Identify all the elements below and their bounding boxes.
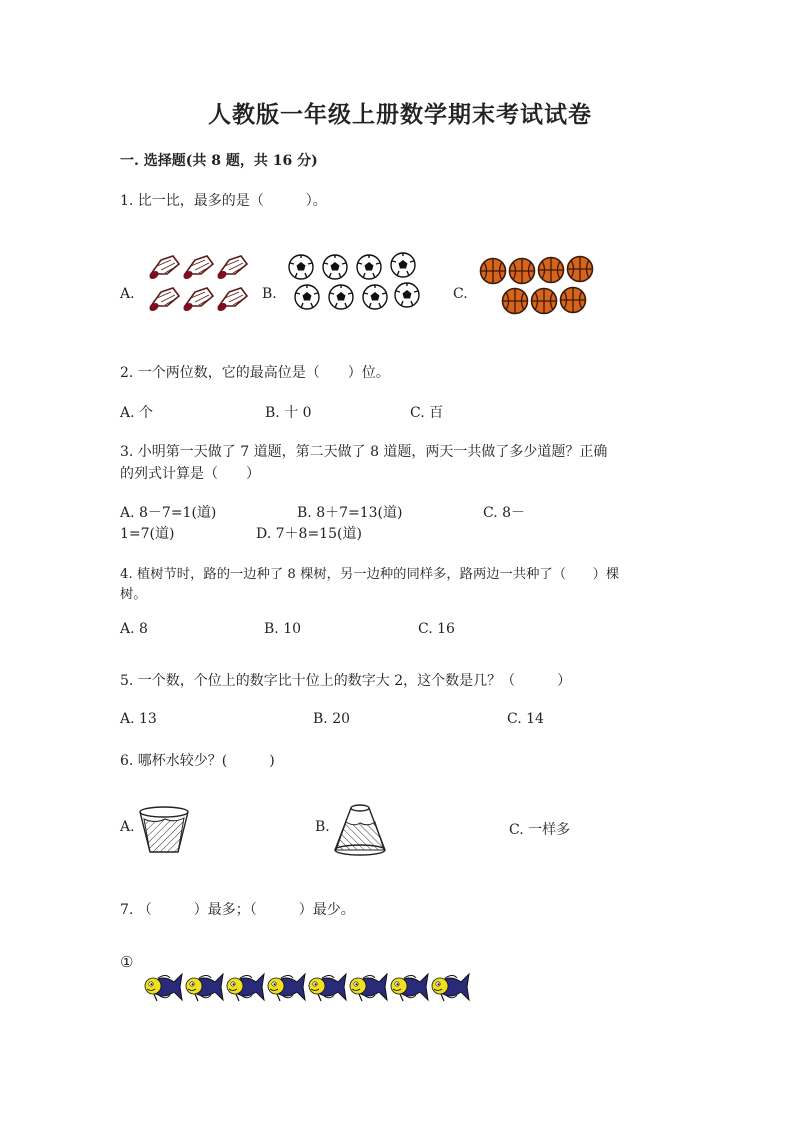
q3-option-b: B. 8＋7=13(道) [297, 505, 403, 521]
q1-option-b-label: B. [262, 286, 277, 302]
basketball-icon [478, 254, 598, 316]
question-7: 7. （ ）最多；（ ）最少。 [120, 902, 355, 918]
question-6: 6. 哪杯水较少？( ) [120, 753, 275, 769]
soccer-ball-icon [285, 252, 425, 312]
fish-icon [140, 970, 476, 1006]
question-1: 1. 比一比，最多的是（ ）。 [120, 193, 327, 209]
q6-option-b-label: B. [315, 819, 330, 835]
cup-icon [137, 804, 193, 856]
question-5: 5. 一个数，个位上的数字比十位上的数字大 2，这个数是几？（ ） [120, 673, 572, 689]
q2-option-a: A. 个 [120, 405, 154, 421]
q4-option-b: B. 10 [264, 621, 302, 637]
question-3-line-2: 的列式计算是（ ） [120, 466, 260, 482]
q4-option-a: A. 8 [120, 621, 148, 637]
q3-option-c-part-1: C. 8－ [483, 505, 526, 521]
q5-option-a: A. 13 [120, 711, 157, 727]
q5-option-b: B. 20 [313, 711, 351, 727]
q1-option-c-label: C. [453, 286, 468, 302]
q7-sub-label: ① [120, 953, 134, 971]
q3-option-d: D. 7＋8=15(道) [256, 526, 362, 542]
question-4-line-1: 4. 植树节时，路的一边种了 8 棵树，另一边种的同样多，路两边一共种了（ ）棵 [120, 567, 620, 582]
question-3-line-1: 3. 小明第一天做了 7 道题，第二天做了 8 道题，两天一共做了多少道题？正确 [120, 444, 608, 460]
q1-option-a-label: A. [120, 286, 135, 302]
cone-cup-icon [330, 802, 390, 860]
question-4-line-2: 树。 [120, 587, 147, 602]
question-2: 2. 一个两位数，它的最高位是（ ）位。 [120, 365, 390, 381]
q3-option-c-part-2: 1=7(道) [120, 526, 175, 542]
q3-option-a: A. 8－7=1(道) [120, 505, 217, 521]
shuttlecock-icon [147, 250, 247, 316]
q5-option-c: C. 14 [507, 711, 544, 727]
q6-option-c: C. 一样多 [509, 822, 571, 838]
section-heading: 一. 选择题(共 8 题，共 16 分) [120, 153, 318, 169]
q2-option-b: B. 十 0 [265, 405, 312, 421]
q4-option-c: C. 16 [418, 621, 455, 637]
q6-option-a-label: A. [120, 819, 135, 835]
page-title: 人教版一年级上册数学期末考试试卷 [208, 101, 592, 128]
q2-option-c: C. 百 [410, 405, 444, 421]
